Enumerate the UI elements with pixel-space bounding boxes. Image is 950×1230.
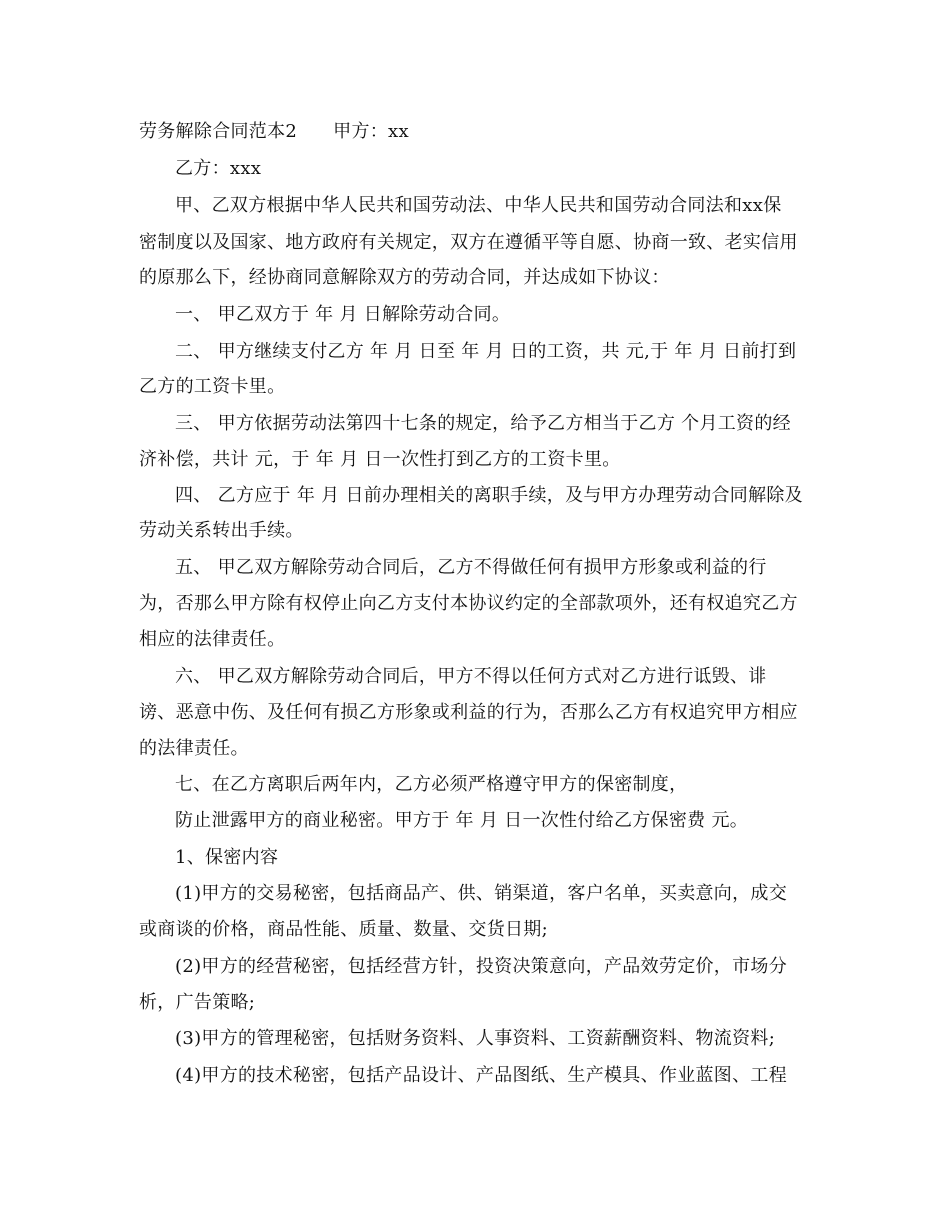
paragraph-line: 密制度以及国家、地方政府有关规定，双方在遵循平等自愿、协商一致、老实信用 [139,232,798,253]
paragraph-line: 乙方的工资卡里。 [139,376,286,397]
paragraph-line: 的原那么下，经协商同意解除双方的劳动合同，并达成如下协议： [139,267,670,288]
paragraph-line: 劳动关系转出手续。 [139,520,304,541]
secret-item-3: (3)甲方的管理秘密，包括财务资料、人事资料、工资薪酬资料、物流资料; [175,1028,776,1049]
document-title: 劳务解除合同范本2 [139,121,298,142]
paragraph-line: 的法律责任。 [139,738,249,759]
clause-4: 四、 乙方应于 年 月 日前办理相关的离职手续，及与甲方办理劳动合同解除及 [175,485,803,506]
paragraph-line: 谤、恶意中伤、及任何有损乙方形象或利益的行为，否那么乙方有权追究甲方相应 [139,702,798,723]
paragraph-line: 济补偿，共计 元，于 年 月 日一次性打到乙方的工资卡里。 [139,449,621,470]
paragraph-line: 相应的法律责任。 [139,629,286,650]
clause-5: 五、 甲乙双方解除劳动合同后，乙方不得做任何有损甲方形象或利益的行 [175,557,767,578]
secret-item-4: (4)甲方的技术秘密，包括产品设计、产品图纸、生产模具、作业蓝图、工程 [175,1065,787,1086]
secret-item-2: (2)甲方的经营秘密，包括经营方针，投资决策意向，产品效劳定价，市场分 [175,956,787,977]
clause-6: 六、 甲乙双方解除劳动合同后，甲方不得以任何方式对乙方进行诋毁、诽 [175,666,767,687]
clause-1: 一、 甲乙双方于 年 月 日解除劳动合同。 [175,304,511,325]
clause-7: 七、在乙方离职后两年内，乙方必须严格遵守甲方的保密制度， [175,774,688,795]
clause-3: 三、 甲方依据劳动法第四十七条的规定，给予乙方相当于乙方 个月工资的经 [175,413,791,434]
clause-2: 二、 甲方继续支付乙方 年 月 日至 年 月 日的工资，共 元,于 年 月 日前打到 [175,341,797,362]
paragraph-line: 防止泄露甲方的商业秘密。甲方于 年 月 日一次性付给乙方保密费 元。 [175,810,749,831]
paragraph-line: 析，广告策略; [139,992,256,1013]
title-line [139,120,819,144]
paragraph-line: 甲、乙双方根据中华人民共和国劳动法、中华人民共和国劳动合同法和xx保 [175,195,782,216]
paragraph-line: 或商谈的价格，商品性能、质量、数量、交货日期; [139,919,548,940]
secret-item-1: (1)甲方的交易秘密，包括商品产、供、销渠道，客户名单，买卖意向，成交 [175,883,787,904]
party-a: 甲方：xx [333,121,409,142]
section-heading: 1、保密内容 [175,847,279,868]
party-b: 乙方：xxx [175,158,262,179]
paragraph-line: 为，否那么甲方除有权停止向乙方支付本协议约定的全部款项外，还有权追究乙方 [139,593,798,614]
